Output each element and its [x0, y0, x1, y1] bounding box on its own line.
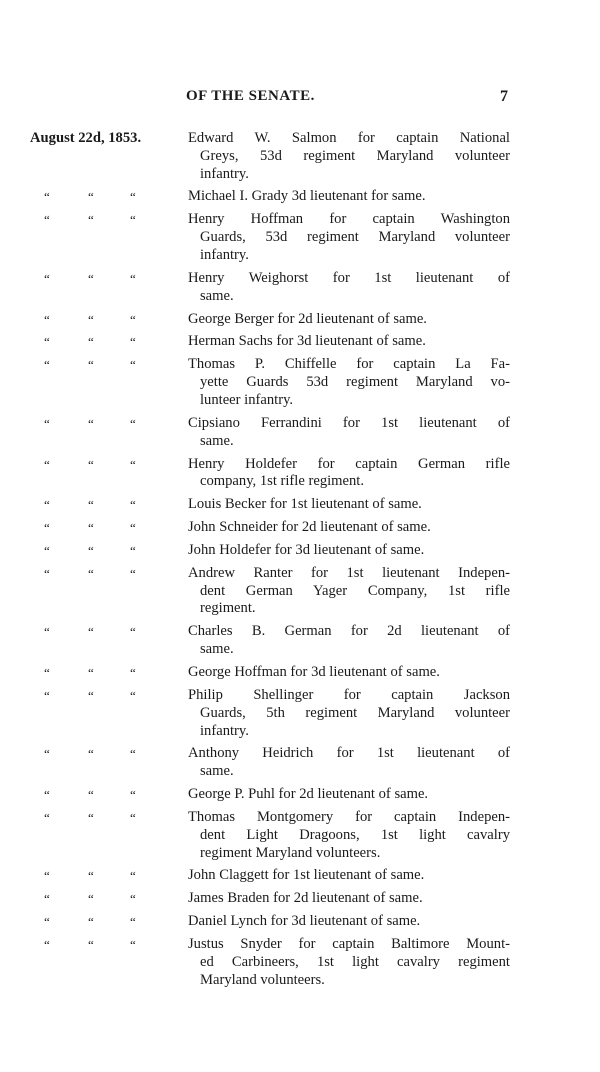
ditto-mark: “ [130, 415, 136, 431]
entry-text-line: same. [200, 641, 234, 658]
ditto-mark: “ [44, 520, 50, 536]
ditto-mark: “ [88, 212, 94, 228]
ditto-mark: “ [44, 189, 50, 205]
ditto-mark: “ [44, 357, 50, 373]
entry-text-line: infantry. [200, 722, 249, 739]
nomination-entry [0, 211, 600, 264]
page-header [0, 88, 600, 108]
ditto-mark: “ [88, 270, 94, 286]
nomination-entry [0, 542, 600, 560]
ditto-mark: “ [130, 542, 136, 558]
entry-text-line: same. [200, 287, 234, 304]
ditto-mark: “ [130, 687, 136, 703]
entry-text-line: lunteer infantry. [200, 391, 294, 408]
entry-text-line: Greys, 53d regiment Maryland volunteer [200, 147, 510, 164]
nomination-entry [0, 745, 600, 781]
entry-text-line: dent German Yager Company, 1st rifle [200, 582, 510, 599]
entry-text-line: George Hoffman for 3d lieutenant of same. [188, 664, 440, 681]
entry-text-line: Herman Sachs for 3d lieutenant of same. [188, 333, 426, 350]
ditto-mark: “ [130, 189, 136, 205]
nomination-entry [0, 565, 600, 618]
entry-text-line: John Schneider for 2d lieutenant of same. [188, 519, 431, 536]
nomination-entry [0, 311, 600, 329]
ditto-mark: “ [88, 334, 94, 350]
ditto-mark: “ [44, 311, 50, 327]
ditto-mark: “ [130, 212, 136, 228]
ditto-mark: “ [44, 914, 50, 930]
ditto-mark: “ [88, 687, 94, 703]
nomination-entry [0, 623, 600, 659]
ditto-mark: “ [44, 665, 50, 681]
ditto-mark: “ [44, 415, 50, 431]
entry-text-line: Justus Snyder for captain Baltimore Mount- [188, 936, 510, 953]
ditto-mark: “ [130, 357, 136, 373]
entry-text-line: James Braden for 2d lieutenant of same. [188, 890, 423, 907]
entry-text-line: Anthony Heidrich for 1st lieutenant of [188, 745, 510, 762]
entry-text-line: regiment Maryland volunteers. [200, 844, 381, 861]
entry-text-line: Maryland volunteers. [200, 971, 325, 988]
ditto-mark: “ [44, 868, 50, 884]
ditto-mark: “ [44, 937, 50, 953]
ditto-mark: “ [88, 809, 94, 825]
ditto-mark: “ [88, 868, 94, 884]
ditto-mark: “ [88, 937, 94, 953]
ditto-mark: “ [130, 787, 136, 803]
nomination-entry [0, 415, 600, 451]
ditto-mark: “ [88, 665, 94, 681]
nomination-entry [0, 890, 600, 908]
ditto-mark: “ [44, 542, 50, 558]
nomination-entry [0, 809, 600, 862]
entry-text-line: regiment. [200, 600, 256, 617]
ditto-mark: “ [44, 456, 50, 472]
page-number: 7 [500, 88, 508, 105]
ditto-mark: “ [88, 914, 94, 930]
ditto-mark: “ [44, 891, 50, 907]
nomination-entry [0, 936, 600, 989]
nomination-entry [0, 130, 600, 183]
nomination-entry [0, 496, 600, 514]
ditto-mark: “ [88, 456, 94, 472]
entry-text-line: Henry Hoffman for captain Washington [188, 211, 510, 228]
nomination-entry [0, 664, 600, 682]
entry-text-line: infantry. [200, 246, 249, 263]
nomination-entry [0, 867, 600, 885]
entry-text-line: Daniel Lynch for 3d lieutenant of same. [188, 913, 421, 930]
nomination-entry [0, 687, 600, 740]
entry-text-line: John Claggett for 1st lieutenant of same. [188, 867, 425, 884]
ditto-mark: “ [130, 746, 136, 762]
ditto-mark: “ [130, 497, 136, 513]
ditto-mark: “ [44, 624, 50, 640]
nomination-entry [0, 519, 600, 537]
ditto-mark: “ [130, 891, 136, 907]
running-title: OF THE SENATE. [186, 88, 315, 104]
entry-text-line: Edward W. Salmon for captain National [188, 130, 510, 146]
ditto-mark: “ [88, 891, 94, 907]
ditto-mark: “ [88, 497, 94, 513]
entry-text-line: Henry Weighorst for 1st lieutenant of [188, 269, 510, 286]
ditto-mark: “ [88, 520, 94, 536]
ditto-mark: “ [130, 914, 136, 930]
nomination-entry [0, 188, 600, 206]
nomination-entry [0, 356, 600, 409]
ditto-mark: “ [44, 746, 50, 762]
entry-text-line: Guards, 5th regiment Maryland volunteer [200, 704, 510, 721]
nomination-entry [0, 456, 600, 492]
ditto-mark: “ [44, 212, 50, 228]
entry-text-line: company, 1st rifle regiment. [200, 473, 364, 490]
ditto-mark: “ [88, 624, 94, 640]
entry-text-line: Thomas P. Chiffelle for captain La Fa- [188, 356, 510, 373]
ditto-mark: “ [130, 937, 136, 953]
nomination-entry [0, 270, 600, 306]
ditto-mark: “ [130, 334, 136, 350]
entry-text-line: yette Guards 53d regiment Maryland vo- [200, 374, 510, 391]
entry-text-line: Charles B. German for 2d lieutenant of [188, 623, 510, 640]
nomination-entry [0, 333, 600, 351]
entry-text-line: Thomas Montgomery for captain Indepen- [188, 808, 510, 825]
entry-text-line: infantry. [200, 165, 249, 182]
ditto-mark: “ [44, 565, 50, 581]
ditto-mark: “ [130, 270, 136, 286]
entry-text-line: Andrew Ranter for 1st lieutenant Indepen- [188, 564, 510, 581]
ditto-mark: “ [88, 189, 94, 205]
entry-text-line: Cipsiano Ferrandini for 1st lieutenant of [188, 414, 510, 431]
entry-date: August 22d, 1853. [30, 130, 142, 146]
entry-text-line: ed Carbineers, 1st light cavalry regiment [200, 953, 510, 970]
entry-text-line: George P. Puhl for 2d lieutenant of same. [188, 786, 429, 803]
ditto-mark: “ [130, 311, 136, 327]
nomination-list [0, 130, 600, 995]
ditto-mark: “ [44, 497, 50, 513]
entry-text-line: Michael I. Grady 3d lieutenant for same. [188, 188, 426, 205]
ditto-mark: “ [44, 687, 50, 703]
ditto-mark: “ [130, 456, 136, 472]
ditto-mark: “ [44, 334, 50, 350]
ditto-mark: “ [130, 565, 136, 581]
ditto-mark: “ [130, 868, 136, 884]
ditto-mark: “ [44, 270, 50, 286]
ditto-mark: “ [88, 746, 94, 762]
entry-text-line: dent Light Dragoons, 1st light cavalry [200, 826, 510, 843]
ditto-mark: “ [44, 809, 50, 825]
ditto-mark: “ [88, 311, 94, 327]
entry-text-line: John Holdefer for 3d lieutenant of same. [188, 541, 425, 558]
ditto-mark: “ [88, 565, 94, 581]
ditto-mark: “ [130, 809, 136, 825]
entry-text-line: George Berger for 2d lieutenant of same. [188, 310, 427, 327]
ditto-mark: “ [130, 520, 136, 536]
nomination-entry [0, 786, 600, 804]
entry-text-line: Henry Holdefer for captain German rifle [188, 455, 510, 472]
ditto-mark: “ [130, 665, 136, 681]
ditto-mark: “ [44, 787, 50, 803]
ditto-mark: “ [88, 787, 94, 803]
ditto-mark: “ [88, 542, 94, 558]
ditto-mark: “ [88, 357, 94, 373]
entry-text-line: Philip Shellinger for captain Jackson [188, 686, 510, 703]
entry-text-line: same. [200, 763, 234, 780]
entry-text-line: same. [200, 432, 234, 449]
ditto-mark: “ [88, 415, 94, 431]
ditto-mark: “ [130, 624, 136, 640]
entry-text-line: Guards, 53d regiment Maryland volunteer [200, 229, 510, 246]
entry-text-line: Louis Becker for 1st lieutenant of same. [188, 496, 422, 513]
nomination-entry [0, 913, 600, 931]
